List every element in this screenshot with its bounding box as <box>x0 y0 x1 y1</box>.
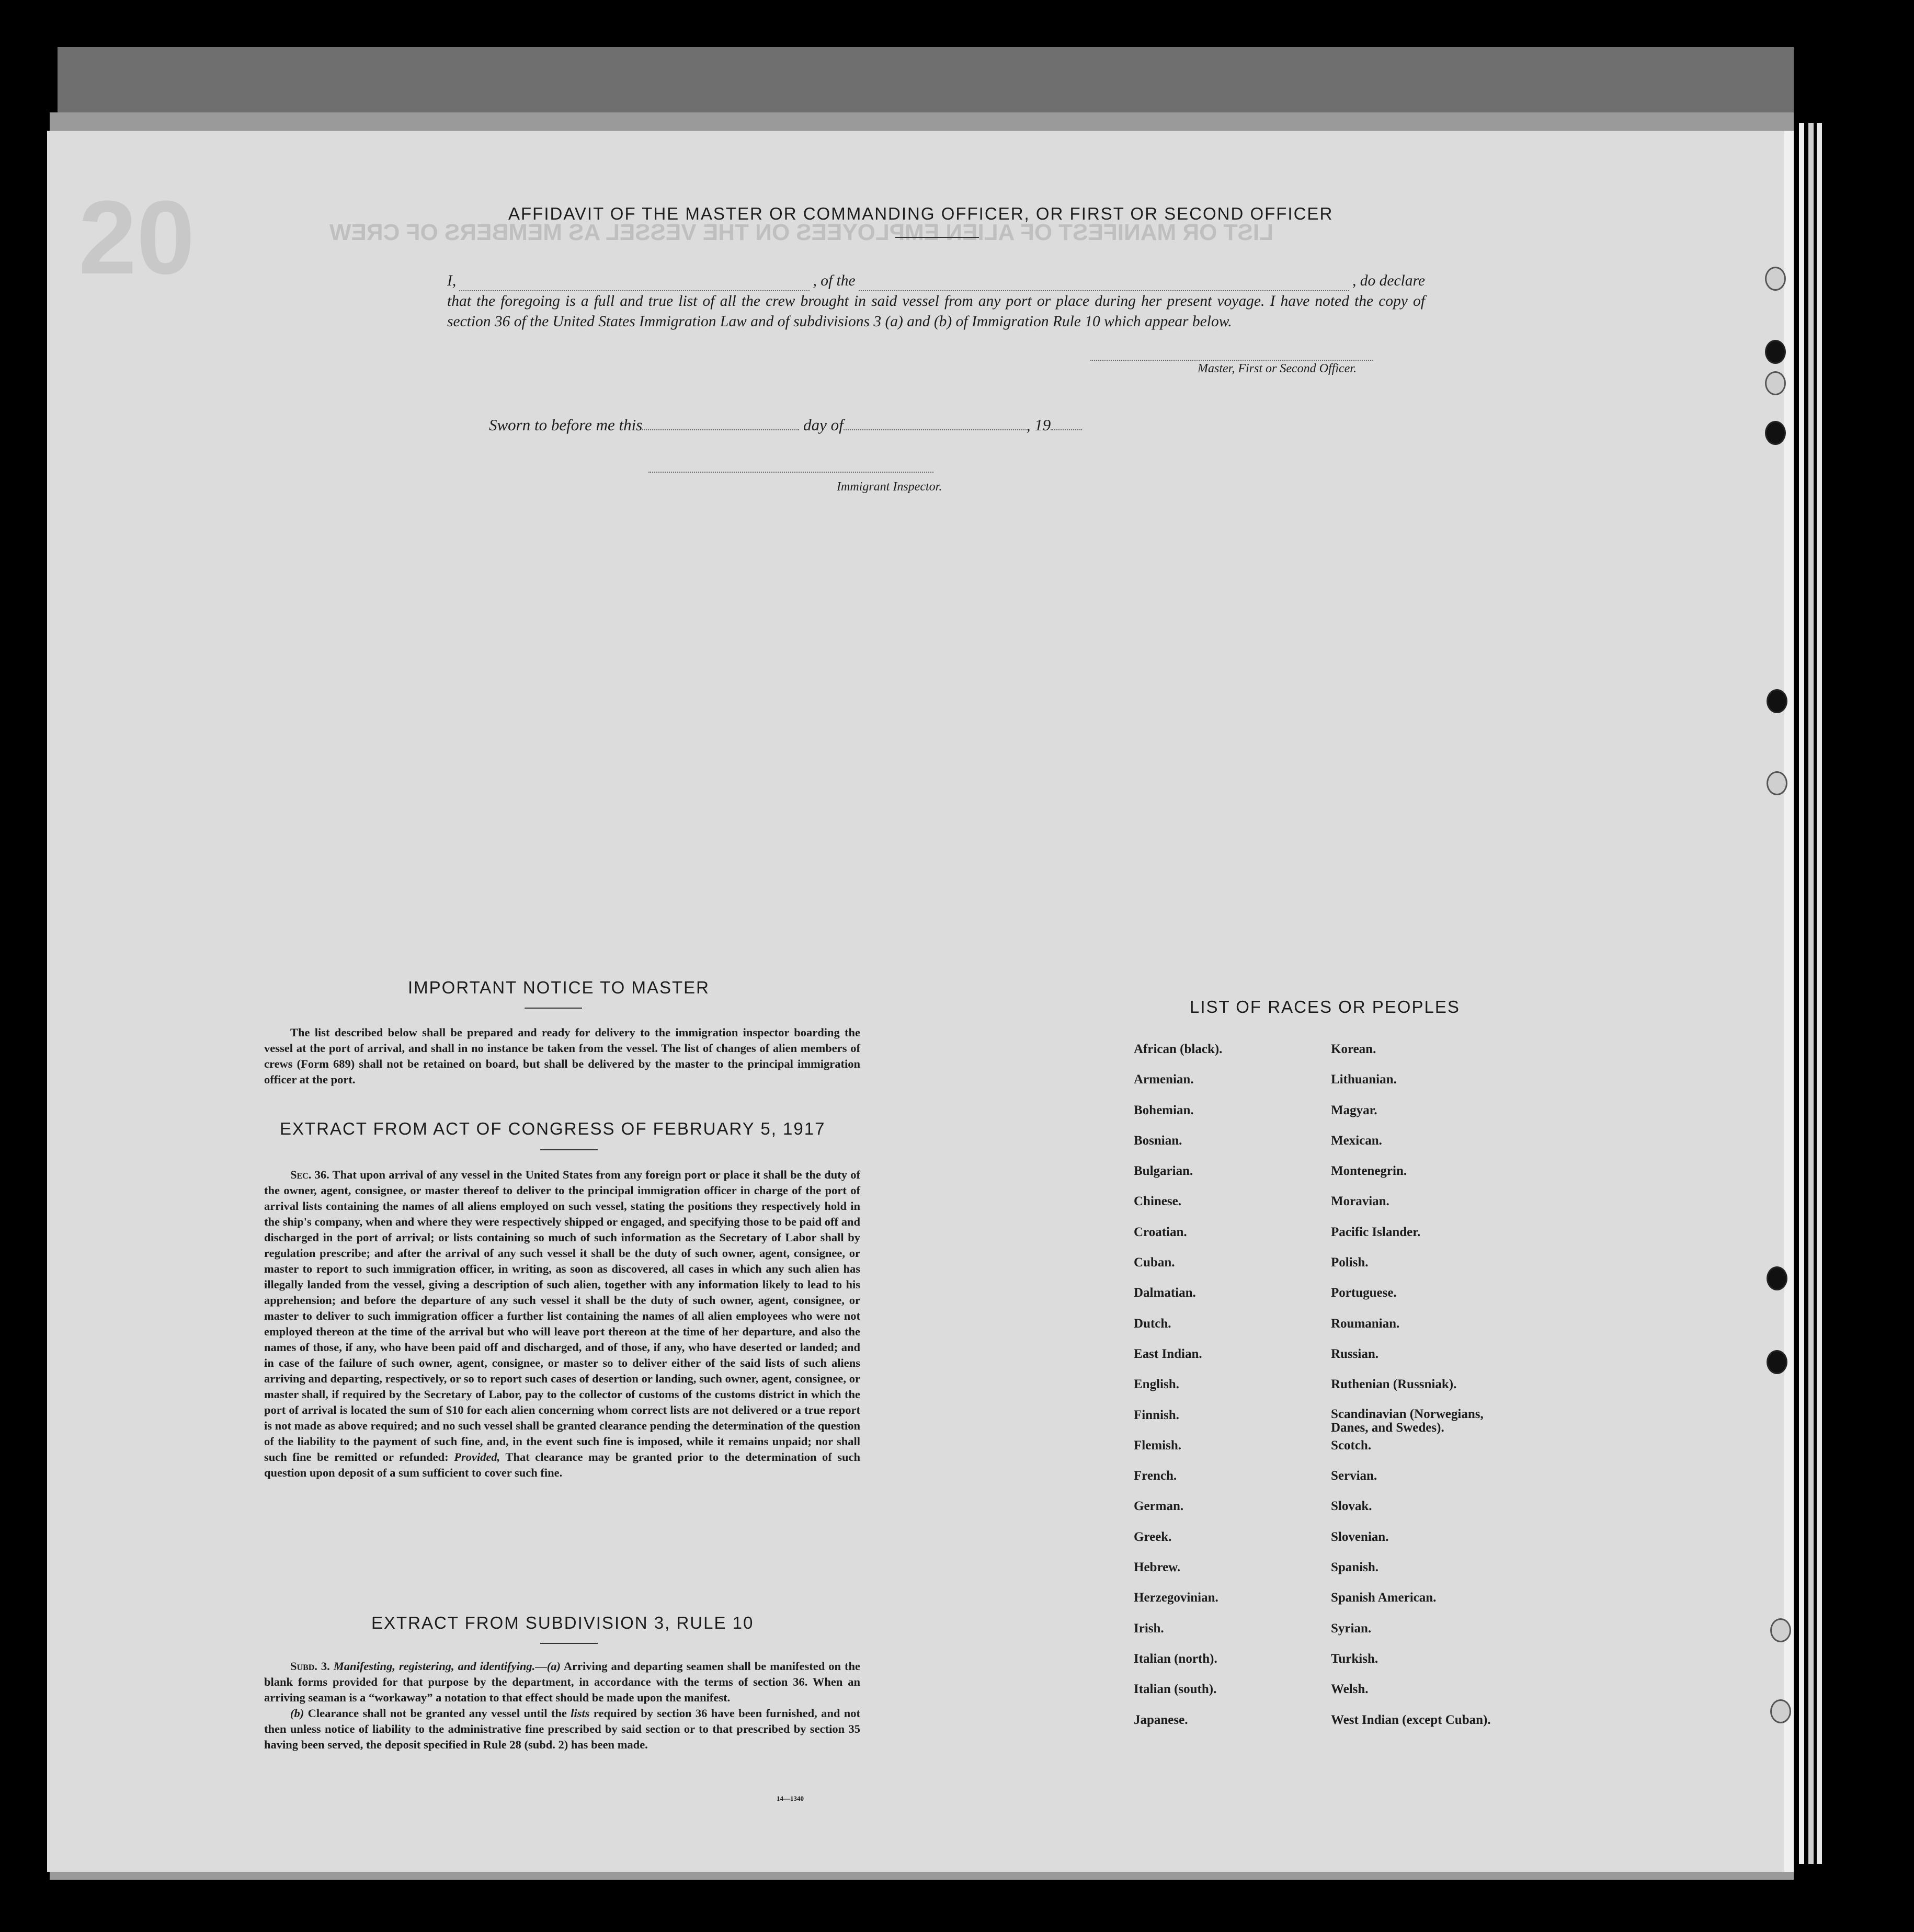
punch-hole <box>1765 421 1786 445</box>
race-item: Russian. <box>1331 1346 1379 1361</box>
race-item: Slovak. <box>1331 1499 1372 1514</box>
punch-hole <box>1767 1350 1787 1374</box>
rule-extract-rule <box>540 1643 598 1644</box>
race-item: Servian. <box>1331 1469 1377 1483</box>
form-number: 14—1340 <box>777 1794 804 1802</box>
subd-heading: Manifesting, registering, and identifying. <box>333 1660 536 1673</box>
rule-extract-text <box>264 1659 860 1753</box>
race-item: Syrian. <box>1331 1621 1372 1636</box>
day-field <box>642 416 799 430</box>
race-item: Pacific Islander. <box>1331 1225 1421 1239</box>
page-edge <box>1808 123 1814 1864</box>
notice-rule <box>525 1008 582 1009</box>
document-page <box>47 131 1794 1872</box>
sworn-day-label: day of <box>803 416 844 434</box>
section-36-paragraph <box>264 1167 860 1481</box>
race-item: Scotch. <box>1331 1438 1372 1453</box>
punch-hole <box>1770 1618 1791 1642</box>
race-item: Chinese. <box>1134 1194 1181 1209</box>
race-item: Greek. <box>1134 1529 1172 1544</box>
declaration-start: I, <box>447 272 457 289</box>
para-b-text-2: required by section 36 have been furnished, and not then unless notice of liability to the administrative fine prescribed by said section or to that prescribed by section 35 having been served, the deposit specified in Rule 28 (subd. 2) has been made. <box>264 1707 860 1751</box>
race-item: Dutch. <box>1134 1316 1171 1331</box>
affidavit-title: AFFIDAVIT OF THE MASTER OR COMMANDING OFFICER, OR FIRST OR SECOND OFFICER <box>508 204 1334 223</box>
para-a: Subd. 3. Manifesting, registering, and identifying.—(a) Arriving and departing seamen shall be manifested on the blank forms provided for that purpose by the department, in accordance with the terms of section 36. When an arriving seaman is a “workaway” a notation to that effect should be made upon the manifest. <box>264 1660 860 1704</box>
race-item: Finnish. <box>1134 1408 1179 1422</box>
race-item: Cuban. <box>1134 1255 1175 1270</box>
name-field <box>459 275 810 291</box>
punch-hole <box>1767 771 1787 795</box>
year-field <box>1051 416 1082 430</box>
inspector-caption: Immigrant Inspector. <box>837 480 942 494</box>
sworn-year-label: , 19 <box>1026 416 1051 434</box>
race-item: Irish. <box>1134 1621 1164 1636</box>
race-item: Magyar. <box>1331 1103 1377 1117</box>
para-b-label: (b) <box>290 1707 304 1720</box>
race-item: Spanish American. <box>1331 1591 1437 1605</box>
bleed-through-text: LIST OR MANIFEST OF ALIEN EMPLOYEES ON THE VESSEL AS MEMBERS OF CREW <box>329 220 1273 245</box>
notice-title: IMPORTANT NOTICE TO MASTER <box>408 978 710 997</box>
race-item: Moravian. <box>1331 1194 1389 1209</box>
race-item: Slovenian. <box>1331 1529 1389 1544</box>
race-item: Flemish. <box>1134 1438 1181 1453</box>
race-item: French. <box>1134 1469 1177 1483</box>
act-extract-title: EXTRACT FROM ACT OF CONGRESS OF FEBRUARY 5, 1917 <box>280 1119 826 1138</box>
act-extract-rule <box>540 1149 598 1150</box>
declaration-end: , do declare <box>1352 272 1425 289</box>
declaration-line <box>447 271 1425 291</box>
race-item: Spanish. <box>1331 1560 1379 1575</box>
declaration-body: that the foregoing is a full and true list of all the crew brought in said vessel from any port or place during her present voyage. I have noted the copy of section 36 of the United States Immigration Law and of subdivisions 3 (a) and (b) of Immigration Rule 10 which appear below. <box>447 293 1425 330</box>
section-label: Sec. 36. <box>290 1168 329 1181</box>
title-rule <box>895 237 979 238</box>
race-item: Italian (south). <box>1134 1682 1217 1697</box>
rule-extract-title: EXTRACT FROM SUBDIVISION 3, RULE 10 <box>371 1613 754 1632</box>
race-item: Dalmatian. <box>1134 1286 1196 1300</box>
race-item: Herzegovinian. <box>1134 1591 1218 1605</box>
subd-label: Subd. 3. <box>290 1660 330 1673</box>
page-edge <box>1817 123 1822 1864</box>
races-column-2 <box>1331 1042 1519 1743</box>
race-item: African (black). <box>1134 1042 1223 1056</box>
act-extract-text <box>264 1167 860 1481</box>
punch-hole <box>1767 1266 1787 1290</box>
punch-hole <box>1765 371 1786 395</box>
race-item: English. <box>1134 1377 1179 1392</box>
race-item: Croatian. <box>1134 1225 1187 1239</box>
race-item: Armenian. <box>1134 1072 1194 1087</box>
race-item: Italian (north). <box>1134 1651 1217 1666</box>
section-text: That upon arrival of any vessel in the United States from any foreign port or place it shall be the duty of the owner, agent, consignee, or master thereof to deliver to the principal immigration officer in charge of the port of arrival lists containing the names of all aliens employed on such vessel, stating the positions they respectively hold in the ship's company, when and where they were respectively shipped or engaged, and specifying those to be paid off and discharged in the port of arrival; or lists containing so much of such information as the Secretary of Labor shall by regulation prescribe; and after the arrival of any such vessel it shall be the duty of such owner, agent, consignee, or master to report to such immigration officer, in writing, as soon as discovered, all cases in which any such alien has illegally landed from the vessel, giving a description of such alien, together with any information likely to lead to his apprehension; and before the departure of any such vessel it shall be the duty of such owner, agent, consignee, or master to deliver to such immigration officer a further list containing the names of all alien employees who were not employed thereon at the time of the arrival but who will leave port thereon at the time of her departure, and also the names of those, if any, who have been paid off and discharged, and of those, if any, who have deserted or landed; and in case of the failure of such owner, agent, consignee, or master so to deliver either of the said lists of such aliens arriving and departing, respectively, or so to report such cases of desertion or landing, such owner, agent, consignee, or master shall, if required by the Secretary of Labor, pay to the collector of customs of the customs district in which the port of arrival is located the sum of $10 for each alien concerning whom correct lists are not delivered or a true report is not made as above required; and no such vessel shall be granted clearance pending the determination of the question of the liability to the payment of such fine, and, in the event such fine is imposed, while it remains unpaid; nor shall such fine be remitted or refunded: <box>264 1168 861 1464</box>
race-item: Portuguese. <box>1331 1286 1397 1300</box>
race-item: Lithuanian. <box>1331 1072 1397 1087</box>
signature-caption: Master, First or Second Officer. <box>1198 362 1357 375</box>
race-item: West Indian (except Cuban). <box>1331 1712 1491 1727</box>
race-item: Hebrew. <box>1134 1560 1181 1575</box>
para-b <box>264 1706 860 1753</box>
page-edge <box>1799 123 1804 1864</box>
race-item: Mexican. <box>1331 1133 1382 1148</box>
race-item: Turkish. <box>1331 1651 1378 1666</box>
race-item: Bosnian. <box>1134 1133 1182 1148</box>
race-item: Scandinavian (Norwegians, Danes, and Swedes). <box>1331 1407 1484 1435</box>
bleed-through-number: 20 <box>78 179 195 296</box>
race-item: Welsh. <box>1331 1682 1369 1697</box>
punch-hole <box>1765 267 1786 291</box>
race-item: East Indian. <box>1134 1346 1202 1361</box>
race-item: Roumanian. <box>1331 1316 1400 1331</box>
races-title: LIST OF RACES OR PEOPLES <box>1190 997 1460 1016</box>
race-item: Bohemian. <box>1134 1103 1194 1117</box>
para-b-emphasis: lists <box>571 1707 590 1720</box>
races-column-1 <box>1134 1042 1222 1743</box>
para-a-label: (a) <box>546 1660 561 1673</box>
proviso-text: That clearance may be granted prior to the determination of such question upon deposit of a sum sufficient to cover such fine. <box>264 1450 861 1479</box>
punch-hole <box>1770 1699 1791 1723</box>
para-a-text: Arriving and departing seamen shall be manifested on the blank forms provided for that purpose by the department, in accordance with the terms of section 36. When an arriving seaman is a “workaway” a notation to that effect should be made upon the manifest. <box>264 1660 860 1704</box>
race-item: Korean. <box>1331 1042 1376 1056</box>
race-item: Montenegrin. <box>1331 1164 1407 1179</box>
race-item: Bulgarian. <box>1134 1164 1193 1179</box>
sworn-prefix: Sworn to before me this <box>489 416 643 434</box>
vessel-field <box>859 275 1349 291</box>
para-b-text-1: Clearance shall not be granted any vessel until the <box>307 1707 567 1720</box>
race-item: Polish. <box>1331 1255 1369 1270</box>
notice-text <box>264 1025 860 1088</box>
inspector-signature-line <box>648 472 933 473</box>
punch-hole <box>1767 689 1787 713</box>
declaration-mid: , of the <box>813 272 856 289</box>
sworn-line <box>489 416 1082 435</box>
proviso-label: Provided, <box>454 1450 500 1464</box>
signature-line <box>1090 360 1373 361</box>
punch-hole <box>1765 340 1786 364</box>
race-item: Ruthenian (Russniak). <box>1331 1377 1457 1392</box>
month-field <box>844 416 1027 430</box>
notice-paragraph: The list described below shall be prepared and ready for delivery to the immigration inspector boarding the vessel at the port of arrival, and shall in no instance be taken from the vessel. The list of changes of alien members of crews (Form 689) shall not be retained on board, but shall be delivered by the master to the principal immigration officer at the port. <box>264 1026 860 1086</box>
affidavit-text <box>447 271 1425 332</box>
race-item: German. <box>1134 1499 1184 1514</box>
race-item: Japanese. <box>1134 1712 1188 1727</box>
